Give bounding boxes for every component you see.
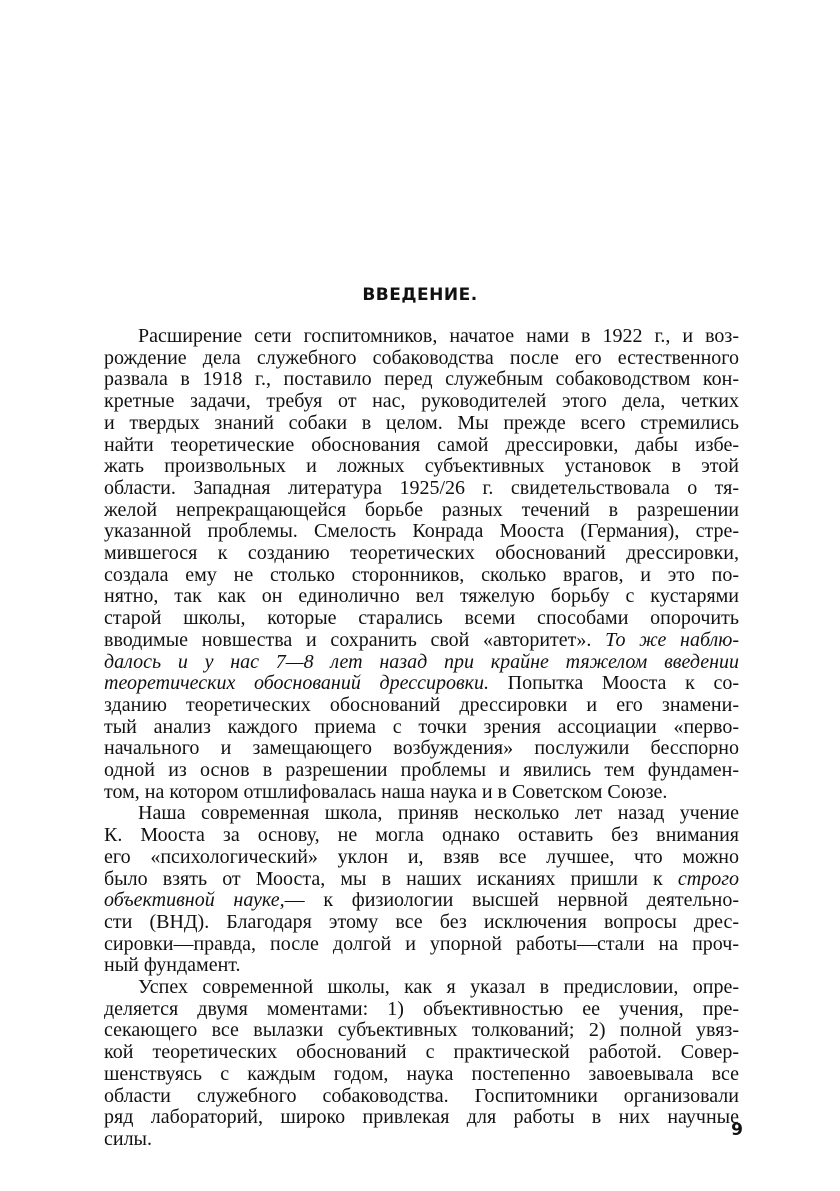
text-line [104,693,739,717]
italic-segment: То же наблю- [605,628,739,651]
text-segment: деляется двумя моментами: 1) объективностью ее учения, пре- [104,997,739,1020]
text-segment: одной из основ в разрешении проблемы и явились тем фундамен- [104,759,739,781]
text-line [104,953,739,977]
text-segment: его «психологический» уклон и, взяв все лучшее, что можно [104,845,739,868]
text-line [104,606,739,630]
italic-segment: теоретических обоснований дрессировки. [104,672,489,695]
page-number: 9 [731,1120,743,1140]
text-line [104,650,739,674]
text-segment: — к физиологии высшей нервной деятельно- [284,889,739,912]
italic-segment: объективной науке, [104,889,285,912]
text-segment: желой непрекращающейся борьбе разных течений в разрешении [104,498,739,521]
text-line [104,1105,739,1129]
text-line [104,1127,739,1151]
text-segment: области служебного собаководства. Госпитомники организовали [104,1084,739,1107]
text-segment: рождение дела служебного собаководства после его естественного [104,346,739,369]
text-line [104,823,739,847]
text-segment: К. Мооста за основу, не могла однако оставить без внимания [104,824,739,847]
text-segment: шенствуясь с каждым годом, наука постепенно завоевывала все [104,1062,739,1085]
text-line [104,411,739,435]
text-line [104,1018,739,1042]
text-line [104,736,739,760]
text-line [104,519,739,543]
text-segment: сировки—правда, после долгой и упорной работы—стали на проч- [104,932,739,955]
text-line [104,867,739,891]
text-segment: секающего все вылазки субъективных толкований; 2) полной увяз- [104,1019,739,1042]
text-segment: старой школы, которые старались всеми способами опорочить [104,607,739,630]
text-segment: найти теоретические обоснования самой дрессировки, дабы избе- [104,433,739,456]
text-line [104,758,739,782]
text-segment: Попытка Мооста к со- [489,672,739,695]
text-line [104,628,739,652]
text-segment: начального и замещающего возбуждения» послужили бесспорно [104,737,739,760]
italic-segment: строго [677,867,739,890]
text-line [104,454,739,478]
text-line [104,476,739,500]
text-segment: нятно, так как он единолично вел тяжелую борьбу с кустарями [104,585,739,608]
text-segment: тый анализ каждого приема с точки зрения ассоциации «перво- [104,715,739,738]
text-line [104,910,739,934]
text-segment: Наша современная школа, приняв несколько лет назад учение [138,802,739,825]
text-segment: было взять от Мооста, мы в наших исканиях пришли к [104,867,678,890]
text-line [104,563,739,587]
text-segment: Расширение сети госпитомников, начатое нами в 1922 г., и воз- [138,325,739,347]
text-line [104,845,739,869]
text-segment: и твердых знаний собаки в целом. Мы прежде всего стремились [104,411,739,434]
text-segment: указанной проблемы. Смелость Конрада Мооста (Германия), стре- [104,520,739,543]
text-line [104,1040,739,1064]
text-segment: том, на котором отшлифовалась наша наука и в Советском Союзе. [104,780,668,803]
text-line [104,541,739,565]
text-segment: мившегося к созданию теоретических обоснований дрессировки, [104,542,739,564]
text-line [138,324,739,348]
text-segment: зданию теоретических обоснований дрессировки и его знамени- [104,693,739,716]
text-line [104,433,739,457]
text-line [104,367,739,391]
text-segment: силы. [104,1127,152,1150]
text-segment: создала ему не столько сторонников, сколько врагов, и это по- [104,563,739,586]
text-line [104,389,739,413]
text-line [104,1084,739,1108]
text-segment: ный фундамент. [104,954,241,977]
text-line [104,888,739,912]
text-line [104,715,739,739]
text-line [104,780,739,804]
chapter-heading: ВВЕДЕНИЕ. [362,285,478,305]
text-line [104,1062,739,1086]
text-line [104,671,739,695]
text-line [104,346,739,370]
text-segment: кретные задачи, требуя от нас, руководителей этого дела, четких [104,390,739,413]
text-segment: вводимые новшества и сохранить свой «авторитет». [104,628,606,651]
text-segment: области. Западная литература 1925/26 г. свидетельствовала о тя- [104,476,739,499]
text-segment: сти (ВНД). Благодаря этому все без исключения вопросы дрес- [104,910,739,933]
italic-segment: далось и у нас 7—8 лет назад при крайне тяжелом введении [104,650,739,673]
text-line [104,997,739,1021]
text-line [138,975,739,999]
text-line [138,801,739,825]
text-line [104,584,739,608]
text-line [104,932,739,956]
text-line [104,498,739,522]
text-segment: жать произвольных и ложных субъективных установок в этой [104,455,739,478]
text-segment: развала в 1918 г., поставило перед служебным собаководством кон- [104,368,739,391]
text-segment: ряд лабораторий, широко привлекая для работы в них научные [104,1106,739,1129]
text-segment: кой теоретических обоснований с практической работой. Совер- [104,1041,739,1064]
text-segment: Успех современной школы, как я указал в предисловии, опре- [138,976,739,998]
